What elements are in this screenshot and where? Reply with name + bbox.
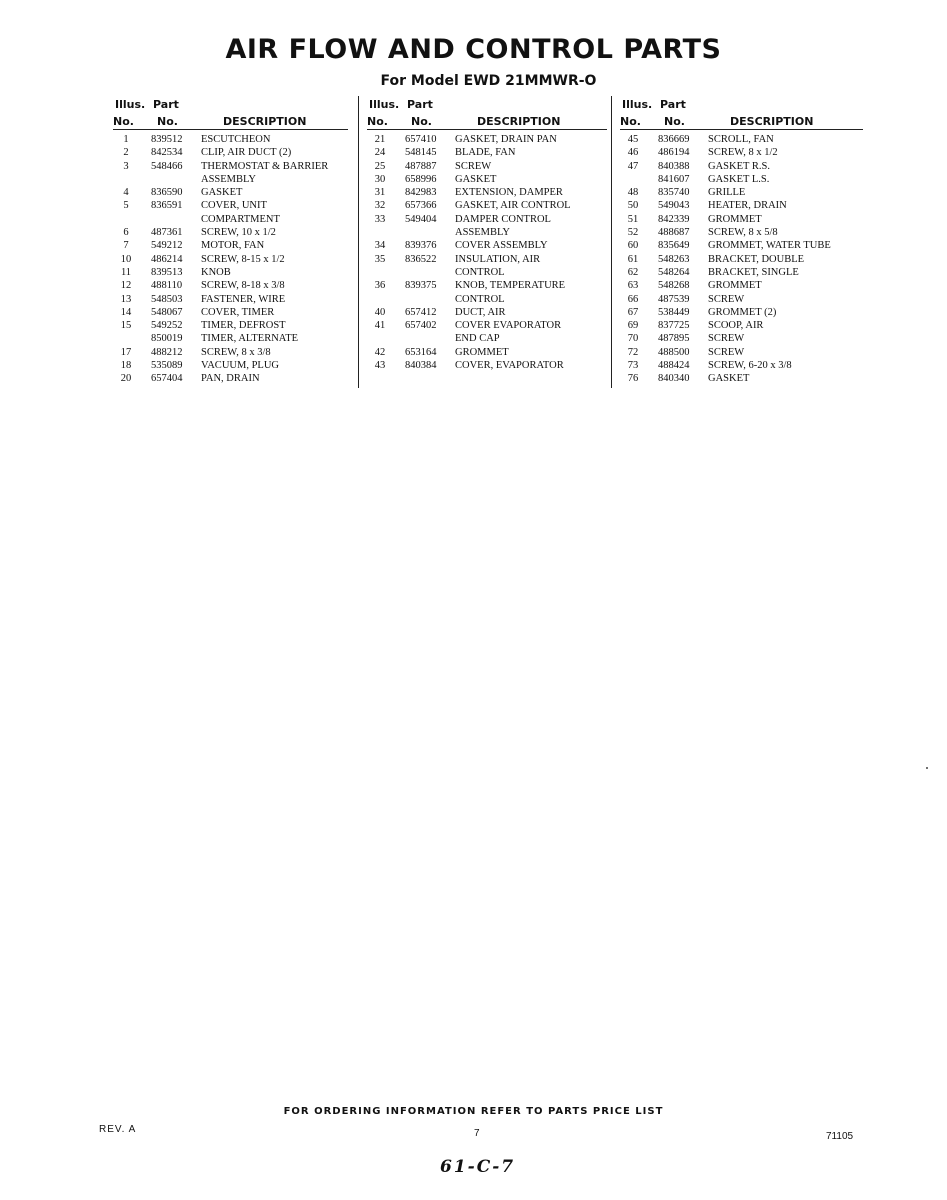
- handwritten-note: 61-C-7: [440, 1157, 516, 1177]
- header-rule: [113, 129, 348, 130]
- part-description: TIMER, DEFROST: [201, 320, 286, 332]
- table-row: [113, 279, 348, 292]
- table-row: [367, 253, 607, 266]
- part-description: ESCUTCHEON: [201, 134, 271, 145]
- table-row: [113, 306, 348, 319]
- part-number: 840384: [405, 360, 437, 372]
- illus-number: 3: [123, 160, 129, 172]
- part-number: 836522: [405, 253, 437, 265]
- page-number: 7: [474, 1128, 480, 1139]
- illus-number: 32: [374, 200, 386, 212]
- part-number: 839512: [151, 134, 183, 145]
- header-rule: [367, 129, 607, 130]
- illus-number: 61: [627, 253, 639, 265]
- table-row: [620, 133, 863, 146]
- part-description: KNOB, TEMPERATURE: [455, 280, 566, 292]
- table-row: [620, 160, 863, 173]
- table-row: [113, 346, 348, 359]
- illus-number: 48: [627, 187, 639, 199]
- part-number: 657404: [151, 373, 183, 385]
- part-number: 850019: [151, 333, 183, 345]
- part-description: GASKET: [201, 187, 243, 199]
- parts-list: [620, 133, 863, 386]
- table-row: [620, 253, 863, 266]
- part-number: 842534: [151, 147, 183, 159]
- part-description: CONTROL: [455, 293, 505, 305]
- column-divider: [358, 96, 359, 388]
- part-description: SCOOP, AIR: [708, 320, 764, 332]
- part-number: 835740: [658, 187, 690, 199]
- part-number: 548145: [405, 147, 437, 159]
- illus-header: Illus.: [115, 98, 146, 111]
- part-number: 487539: [658, 293, 690, 305]
- part-description: GASKET: [708, 373, 750, 385]
- illus-number: 41: [374, 320, 386, 332]
- table-row: [367, 226, 607, 239]
- part-number: 837725: [658, 320, 690, 332]
- part-no-header: No.: [664, 115, 685, 128]
- illus-number: 13: [120, 293, 132, 305]
- part-number: 657412: [405, 306, 437, 318]
- illus-number: 35: [374, 253, 386, 265]
- part-number: 488687: [658, 227, 690, 239]
- illus-number: 34: [374, 240, 386, 252]
- table-row: [620, 239, 863, 252]
- part-description: SCREW: [708, 346, 745, 358]
- table-row: [367, 346, 607, 359]
- part-number: 548268: [658, 280, 690, 292]
- part-description: GROMMET: [708, 213, 762, 225]
- part-description: COVER EVAPORATOR: [455, 320, 562, 332]
- parts-column-2: [367, 96, 607, 372]
- illus-number: 69: [627, 320, 639, 332]
- part-description: BLADE, FAN: [455, 147, 516, 159]
- part-description: PAN, DRAIN: [201, 373, 260, 385]
- part-header: Part: [660, 98, 686, 111]
- part-description: SCREW, 10 x 1/2: [201, 227, 276, 239]
- description-header: DESCRIPTION: [477, 115, 561, 128]
- page-title: AIR FLOW AND CONTROL PARTS: [225, 34, 722, 65]
- part-description: SCREW, 8 x 3/8: [201, 346, 271, 358]
- table-row: [620, 279, 863, 292]
- illus-number: 6: [123, 227, 129, 239]
- table-row: [620, 213, 863, 226]
- part-description: GASKET L.S.: [708, 173, 770, 185]
- column-header: [367, 96, 607, 130]
- table-row: [113, 133, 348, 146]
- part-number: 657410: [405, 134, 437, 145]
- part-no-header: No.: [411, 115, 432, 128]
- part-description: SCREW, 8 x 5/8: [708, 227, 778, 239]
- illus-number: 76: [627, 373, 639, 385]
- illus-no-header: No.: [620, 115, 641, 128]
- table-row: [113, 199, 348, 212]
- column-header: [113, 96, 348, 130]
- part-description: ASSEMBLY: [201, 173, 256, 185]
- table-row: [367, 293, 607, 306]
- part-description: SCREW, 6-20 x 3/8: [708, 360, 792, 372]
- part-description: COVER, EVAPORATOR: [455, 360, 564, 372]
- part-number: 658996: [405, 173, 437, 185]
- illus-number: 21: [374, 134, 386, 145]
- table-row: [620, 199, 863, 212]
- table-row: [367, 279, 607, 292]
- table-row: [113, 372, 348, 385]
- illus-number: 24: [374, 147, 386, 159]
- part-description: CLIP, AIR DUCT (2): [201, 147, 292, 159]
- illus-number: 11: [120, 266, 132, 278]
- illus-number: 63: [627, 280, 639, 292]
- table-row: [113, 239, 348, 252]
- table-row: [367, 359, 607, 372]
- part-description: ASSEMBLY: [455, 227, 510, 239]
- table-row: [113, 186, 348, 199]
- part-description: TIMER, ALTERNATE: [201, 333, 299, 345]
- header-rule: [620, 129, 863, 130]
- table-row: [620, 266, 863, 279]
- column-divider: [611, 96, 612, 388]
- illus-number: 10: [120, 253, 132, 265]
- table-row: [620, 226, 863, 239]
- part-description: GASKET, DRAIN PAN: [455, 134, 557, 145]
- part-number: 842339: [658, 213, 690, 225]
- part-number: 549252: [151, 320, 183, 332]
- table-row: [367, 146, 607, 159]
- illus-number: 67: [627, 306, 639, 318]
- illus-number: 17: [120, 346, 132, 358]
- part-number: 839513: [151, 266, 183, 278]
- part-description: GROMMET (2): [708, 306, 777, 318]
- parts-list: [367, 133, 607, 372]
- part-header: Part: [153, 98, 179, 111]
- part-description: CONTROL: [455, 266, 505, 278]
- illus-number: 14: [120, 306, 132, 318]
- table-row: [113, 226, 348, 239]
- illus-number: 72: [627, 346, 639, 358]
- part-description: GRILLE: [708, 187, 746, 199]
- illus-number: 42: [374, 346, 386, 358]
- part-description: GROMMET: [708, 280, 762, 292]
- illus-number: 36: [374, 280, 386, 292]
- table-row: [367, 173, 607, 186]
- part-description: SCREW: [455, 160, 492, 172]
- illus-number: 60: [627, 240, 639, 252]
- table-row: [113, 173, 348, 186]
- table-row: [620, 173, 863, 186]
- part-number: 549212: [151, 240, 183, 252]
- part-number: 548263: [658, 253, 690, 265]
- illus-number: 52: [627, 227, 639, 239]
- part-number: 538449: [658, 306, 690, 318]
- revision-label: REV. A: [99, 1124, 137, 1135]
- part-number: 535089: [151, 360, 183, 372]
- illus-number: 73: [627, 360, 639, 372]
- part-description: GROMMET, WATER TUBE: [708, 240, 831, 252]
- illus-number: 66: [627, 293, 639, 305]
- part-number: 840340: [658, 373, 690, 385]
- table-row: [367, 186, 607, 199]
- illus-number: 2: [123, 147, 129, 159]
- part-no-header: No.: [157, 115, 178, 128]
- table-row: [367, 199, 607, 212]
- illus-number: 33: [374, 213, 386, 225]
- scan-speck: [926, 767, 928, 769]
- part-number: 835649: [658, 240, 690, 252]
- table-row: [367, 133, 607, 146]
- illus-number: 25: [374, 160, 386, 172]
- illus-header: Illus.: [622, 98, 653, 111]
- illus-number: 62: [627, 266, 639, 278]
- illus-number: 46: [627, 147, 639, 159]
- illus-number: 47: [627, 160, 639, 172]
- part-description: END CAP: [455, 333, 500, 345]
- illus-number: 45: [627, 134, 639, 145]
- part-number: 486194: [658, 147, 690, 159]
- part-number: 487361: [151, 227, 183, 239]
- illus-number: 1: [123, 134, 129, 145]
- column-header: [620, 96, 863, 130]
- part-description: MOTOR, FAN: [201, 240, 265, 252]
- part-description: SCREW: [708, 293, 745, 305]
- part-description: COVER, UNIT: [201, 200, 267, 212]
- illus-number: 18: [120, 360, 132, 372]
- part-number: 836590: [151, 187, 183, 199]
- part-number: 488110: [151, 280, 183, 292]
- part-description: INSULATION, AIR: [455, 253, 541, 265]
- part-number: 488500: [658, 346, 690, 358]
- part-number: 839375: [405, 280, 437, 292]
- table-row: [367, 239, 607, 252]
- part-number: 488424: [658, 360, 690, 372]
- part-number: 836669: [658, 134, 690, 145]
- part-description: COVER ASSEMBLY: [455, 240, 548, 252]
- page-subtitle: For Model EWD 21MMWR-O: [380, 73, 597, 89]
- part-number: 842983: [405, 187, 437, 199]
- ordering-info: FOR ORDERING INFORMATION REFER TO PARTS PRICE LIST: [283, 1106, 664, 1117]
- illus-number: 50: [627, 200, 639, 212]
- table-row: [367, 160, 607, 173]
- part-description: DAMPER CONTROL: [455, 213, 551, 225]
- part-number: 488212: [151, 346, 183, 358]
- part-description: FASTENER, WIRE: [201, 293, 286, 305]
- part-number: 548264: [658, 266, 690, 278]
- parts-list: [113, 133, 348, 386]
- illus-number: 15: [120, 320, 132, 332]
- part-description: GASKET R.S.: [708, 160, 770, 172]
- table-row: [367, 266, 607, 279]
- table-row: [620, 186, 863, 199]
- part-description: KNOB: [201, 266, 231, 278]
- table-row: [113, 253, 348, 266]
- part-number: 548466: [151, 160, 183, 172]
- table-row: [367, 332, 607, 345]
- part-number: 841607: [658, 173, 690, 185]
- part-description: GROMMET: [455, 346, 509, 358]
- part-description: HEATER, DRAIN: [708, 200, 787, 212]
- document-code: 71105: [826, 1131, 854, 1142]
- illus-number: 5: [123, 200, 129, 212]
- part-description: SCREW, 8 x 1/2: [708, 147, 778, 159]
- table-row: [113, 293, 348, 306]
- table-row: [620, 346, 863, 359]
- table-row: [367, 213, 607, 226]
- illus-number: 12: [120, 280, 132, 292]
- illus-number: 20: [120, 373, 132, 385]
- part-description: BRACKET, SINGLE: [708, 266, 799, 278]
- table-row: [620, 146, 863, 159]
- part-number: 549404: [405, 213, 437, 225]
- part-number: 840388: [658, 160, 690, 172]
- part-description: COVER, TIMER: [201, 306, 275, 318]
- illus-number: 40: [374, 306, 386, 318]
- table-row: [113, 266, 348, 279]
- illus-number: 30: [374, 173, 386, 185]
- illus-number: 7: [123, 240, 129, 252]
- illus-number: 31: [374, 187, 386, 199]
- table-row: [113, 146, 348, 159]
- table-row: [620, 306, 863, 319]
- table-row: [113, 332, 348, 345]
- table-row: [113, 213, 348, 226]
- part-description: SCREW: [708, 333, 745, 345]
- table-row: [113, 359, 348, 372]
- table-row: [113, 319, 348, 332]
- parts-column-3: [620, 96, 863, 386]
- part-number: 487895: [658, 333, 690, 345]
- illus-number: 43: [374, 360, 386, 372]
- part-description: COMPARTMENT: [201, 213, 280, 225]
- part-description: THERMOSTAT & BARRIER: [201, 160, 329, 172]
- table-row: [367, 319, 607, 332]
- part-number: 487887: [405, 160, 437, 172]
- part-number: 549043: [658, 200, 690, 212]
- table-row: [620, 359, 863, 372]
- table-row: [620, 372, 863, 385]
- table-row: [620, 293, 863, 306]
- part-description: DUCT, AIR: [455, 306, 506, 318]
- part-number: 657402: [405, 320, 437, 332]
- part-description: BRACKET, DOUBLE: [708, 253, 805, 265]
- part-number: 548067: [151, 306, 183, 318]
- part-number: 836591: [151, 200, 183, 212]
- part-number: 653164: [405, 346, 437, 358]
- illus-no-header: No.: [113, 115, 134, 128]
- illus-number: 4: [123, 187, 129, 199]
- table-row: [620, 332, 863, 345]
- part-description: VACUUM, PLUG: [201, 360, 279, 372]
- part-number: 657366: [405, 200, 437, 212]
- part-description: SCROLL, FAN: [708, 134, 774, 145]
- illus-number: 51: [627, 213, 639, 225]
- parts-column-1: [113, 96, 348, 386]
- part-description: SCREW, 8-15 x 1/2: [201, 253, 285, 265]
- description-header: DESCRIPTION: [223, 115, 307, 128]
- illus-number: 70: [627, 333, 639, 345]
- illus-header: Illus.: [369, 98, 400, 111]
- part-description: SCREW, 8-18 x 3/8: [201, 280, 285, 292]
- description-header: DESCRIPTION: [730, 115, 814, 128]
- illus-no-header: No.: [367, 115, 388, 128]
- table-row: [620, 319, 863, 332]
- part-header: Part: [407, 98, 433, 111]
- part-number: 839376: [405, 240, 437, 252]
- table-row: [367, 306, 607, 319]
- part-description: GASKET, AIR CONTROL: [455, 200, 571, 212]
- part-description: GASKET: [455, 173, 497, 185]
- table-row: [113, 160, 348, 173]
- part-description: EXTENSION, DAMPER: [455, 187, 563, 199]
- part-number: 486214: [151, 253, 183, 265]
- part-number: 548503: [151, 293, 183, 305]
